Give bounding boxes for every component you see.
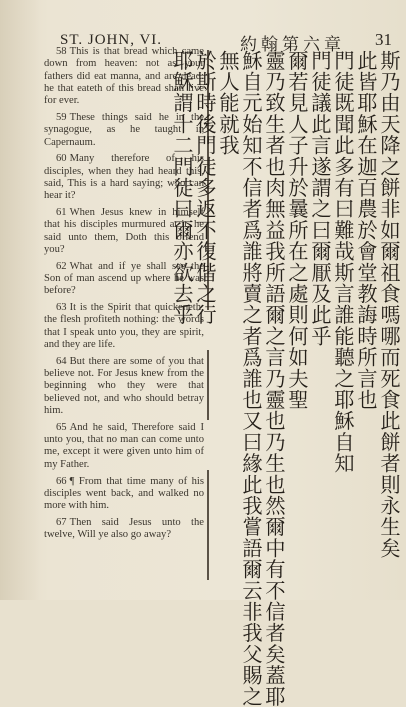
page-number: 31	[375, 30, 392, 49]
chinese-line: 穌自元始知不信者爲誰將賣之者爲誰也又曰緣此我嘗語爾云非我父賜之	[239, 50, 263, 707]
chinese-text-block	[170, 50, 401, 707]
chinese-line: 靈乃致生者也肉無益我所語爾之言乃靈也乃生也然爾中有不信者矣蓋耶	[262, 50, 286, 707]
chinese-line: 此皆耶穌在迦百農於會堂教誨時所言也	[354, 50, 378, 411]
verse-59: 59 These things said he in the synagogue, as he taught in Capernaum.	[44, 111, 204, 148]
page-gutter-shadow	[0, 0, 40, 600]
chinese-line: 斯乃由天降之餅非如爾祖食嗎哪而死食此餅者則永生矣	[377, 50, 401, 559]
running-head-chinese: 約翰第六章	[240, 35, 345, 55]
running-head-english: ST. JOHN, VI.	[60, 32, 163, 48]
chinese-line: 耶穌謂十二門徒曰爾亦欲去乎	[170, 50, 194, 326]
chinese-column	[170, 50, 401, 707]
chinese-line: 門徒既聞此多有曰難哉斯言誰能聽之耶穌自知	[331, 50, 355, 474]
verse-64: 64 But there are some of you that believe not. For Jesus knew from the beginning who they were that believed not, and who should betray him.	[44, 355, 204, 417]
verse-61: 61 When Jesus knew in himself that his disciples murmured at it, he said unto them, Doth this offend you?	[44, 207, 204, 255]
chinese-line: 爾若見人子升於曩所在之處則何如夫聖	[285, 50, 309, 411]
verse-63: 63 It is the Spirit that quickeneth; the flesh profiteth nothing: the words that I speak unto you, they are spirit, and they are life.	[44, 302, 204, 351]
verse-65: 65 And he said, Therefore said I unto you, that no man can come unto me, except it were given unto him of my Father.	[44, 421, 204, 470]
chinese-line: 門徒議此言遂謂之曰爾厭及此乎	[308, 50, 332, 347]
verse-67: 67 Then said Jesus unto the twelve, Will ye also go away?	[44, 516, 204, 541]
chinese-line: 於斯時後門徒多返不復偕之行	[193, 50, 217, 326]
chinese-line: 無人能就我	[216, 50, 240, 156]
verse-66: 66 ¶ From that time many of his disciples went back, and walked no more with him.	[44, 475, 204, 512]
verse-58: 58 This is that bread which came down from heaven: not as your fathers did eat manna, and are dead: he that eateth of this bread shall live for ever.	[44, 46, 204, 107]
verse-60: 60 Many therefore of his disciples, when they had heard this, said, This is a hard saying; who can hear it?	[44, 153, 204, 202]
verse-62: 62 What and if ye shall see the Son of man ascend up where he was before?	[44, 260, 204, 297]
